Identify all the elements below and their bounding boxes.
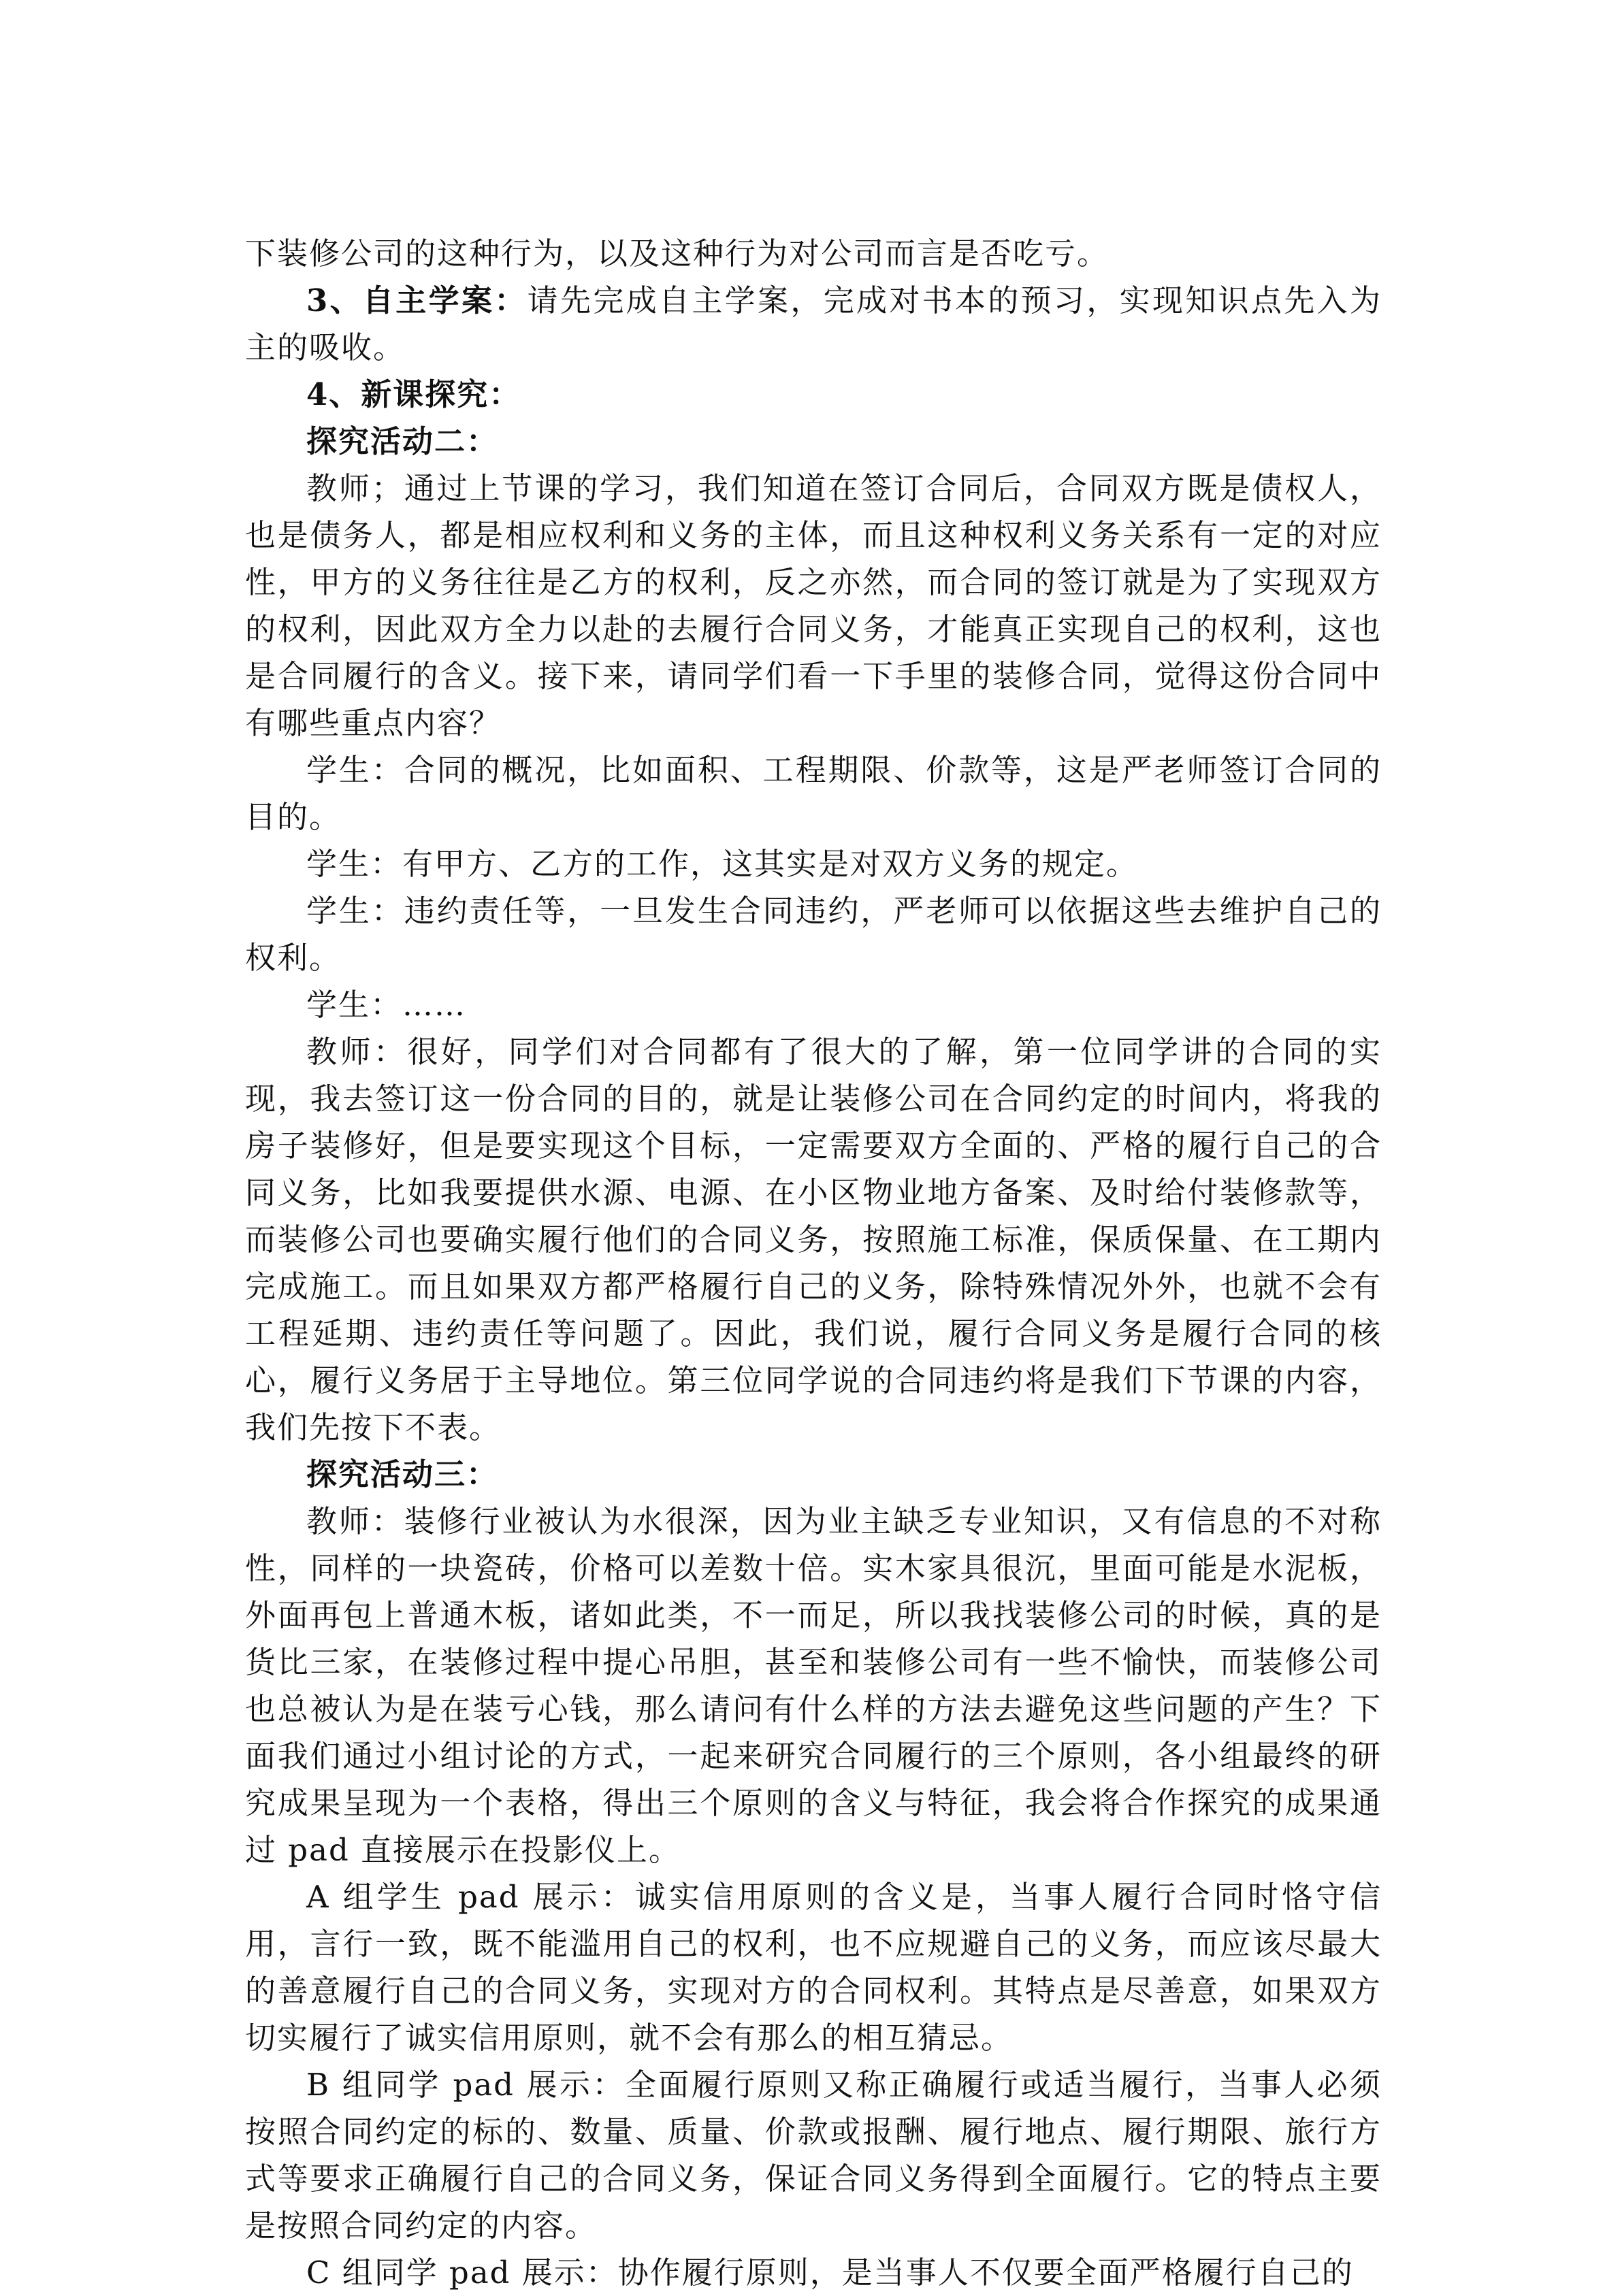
document-body: [245, 230, 1382, 2296]
section-lead: 探究活动二：: [306, 423, 499, 459]
section-heading: [245, 371, 1382, 418]
paragraph: 学生：违约责任等，一旦发生合同违约，严老师可以依据这些去维护自己的权利。: [245, 893, 1382, 976]
paragraph: 下装修公司的这种行为，以及这种行为对公司而言是否吃亏。: [245, 235, 1109, 272]
paragraph-text: 请先完成自主学案，完成对书本的预习，实现知识点先入为主的吸收。: [245, 282, 1382, 365]
section-lead: 3、自主学案：: [306, 282, 528, 318]
paragraph: 教师：装修行业被认为水很深，因为业主缺乏专业知识，又有信息的不对称性，同样的一块瓷砖，价格可以差数十倍。实木家具很沉，里面可能是水泥板，外面再包上普通木板，诸如此类，不一而足，所以我找装修公司的时候，真的是货比三家，在装修过程中提心吊胆，甚至和装修公司有一些不愉快，而装修公司也总被认为是在装亏心钱，那么请问有什么样的方法去避免这些问题的产生？下面我们通过小组讨论的方式，一起来研究合同履行的三个原则，各小组最终的研究成果呈现为一个表格，得出三个原则的含义与特征，我会将合作探究的成果通过 pad 直接展示在投影仪上。: [245, 1503, 1382, 1868]
paragraph: 教师：很好，同学们对合同都有了很大的了解，第一位同学讲的合同的实现，我去签订这一份合同的目的，就是让装修公司在合同约定的时间内，将我的房子装修好，但是要实现这个目标，一定需要双方全面的、严格的履行自己的合同义务，比如我要提供水源、电源、在小区物业地方备案、及时给付装修款等，而装修公司也要确实履行他们的合同义务，按照施工标准，保质保量、在工期内完成施工。而且如果双方都严格履行自己的义务，除特殊情况外外，也就不会有工程延期、违约责任等问题了。因此，我们说，履行合同义务是履行合同的核心，履行义务居于主导地位。第三位同学说的合同违约将是我们下节课的内容，我们先按下不表。: [245, 1034, 1382, 1445]
paragraph: 学生：有甲方、乙方的工作，这其实是对双方义务的规定。: [306, 846, 1139, 882]
paragraph: [245, 277, 1382, 371]
section-lead: 探究活动三：: [306, 1456, 499, 1492]
paragraph: B 组同学 pad 展示：全面履行原则又称正确履行或适当履行，当事人必须按照合同约定的标的、数量、质量、价款或报酬、履行地点、履行期限、旅行方式等要求正确履行自己的合同义务，保证合同义务得到全面履行。它的特点主要是按照合同约定的内容。: [245, 2067, 1382, 2244]
paragraph: 学生：合同的概况，比如面积、工程期限、价款等，这是严老师签订合同的目的。: [245, 752, 1382, 835]
paragraph: C 组同学 pad 展示：协作履行原则，是当事人不仅要全面严格履行自己的: [306, 2254, 1354, 2291]
paragraph: 教师；通过上节课的学习，我们知道在签订合同后，合同双方既是债权人，也是债务人，都是相应权利和义务的主体，而且这种权利义务关系有一定的对应性，甲方的义务往往是乙方的权利，反之亦然，而合同的签订就是为了实现双方的权利，因此双方全力以赴的去履行合同义务，才能真正实现自己的权利，这也是合同履行的含义。接下来，请同学们看一下手里的装修合同，觉得这份合同中有哪些重点内容？: [245, 470, 1382, 741]
section-heading: [245, 1451, 1382, 1498]
paragraph: A 组学生 pad 展示：诚实信用原则的含义是，当事人履行合同时恪守信用，言行一致，既不能滥用自己的权利，也不应规避自己的义务，而应该尽最大的善意履行自己的合同义务，实现对方的合同权利。其特点是尽善意，如果双方切实履行了诚实信用原则，就不会有那么的相互猜忌。: [245, 1879, 1382, 2056]
section-heading: [245, 418, 1382, 465]
paragraph: 学生：……: [306, 987, 467, 1023]
section-lead: 4、新课探究：: [306, 376, 521, 412]
